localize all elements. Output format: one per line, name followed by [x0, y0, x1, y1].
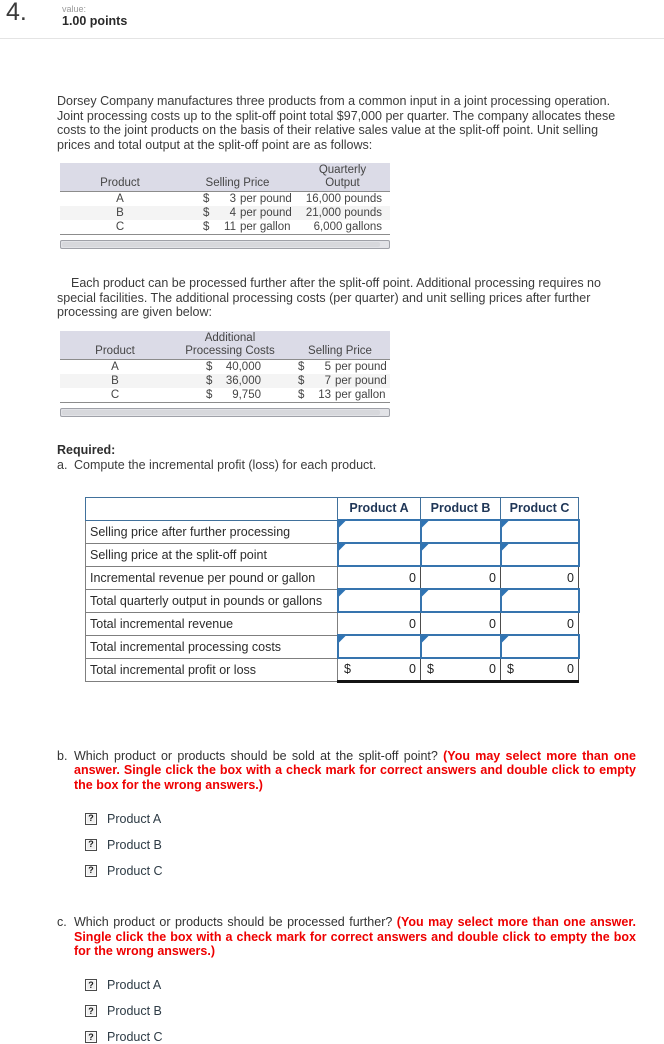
- part-b-letter: b.: [57, 748, 68, 763]
- answer-col-product-c: Product C: [501, 497, 579, 520]
- cell-flag-icon: [502, 544, 509, 551]
- input-cell-selling-after-c[interactable]: [501, 520, 579, 543]
- table-horizontal-scrollbar[interactable]: [60, 240, 390, 249]
- part-c-letter: c.: [57, 915, 67, 929]
- table-row: Total quarterly output in pounds or gallons: [86, 589, 579, 612]
- option-row-product-b: [85, 838, 664, 851]
- split-off-col-selling-price: Selling Price: [180, 163, 295, 192]
- input-cell-selling-after-b[interactable]: [421, 520, 501, 543]
- input-cell-selling-splitoff-a[interactable]: [338, 543, 421, 566]
- total-cell-a: $ 0: [338, 658, 421, 681]
- question-number: 4.: [6, 0, 27, 26]
- input-cell-output-a[interactable]: [338, 589, 421, 612]
- option-row-product-a: [85, 812, 664, 825]
- requirement-a-text: Compute the incremental profit (loss) for each product.: [74, 457, 377, 472]
- cell-flag-icon: [339, 590, 346, 597]
- table-horizontal-scrollbar[interactable]: [60, 408, 390, 417]
- cell-flag-icon: [502, 636, 509, 643]
- option-label: Product C: [107, 863, 163, 878]
- unknown-checkbox-icon[interactable]: ?: [85, 865, 97, 877]
- table-row: B $ 36,000 $ 7 per pound: [60, 374, 390, 388]
- table-row: B $ 4 per pound 21,000 pounds: [60, 206, 390, 220]
- cell-flag-icon: [422, 544, 429, 551]
- answer-table-corner: [86, 497, 338, 520]
- middle-paragraph: Each product can be processed further after the split-off point. Additional processing requires no special facilities. The additional processing costs (per quarter) and unit selling prices after further processing are given below:: [57, 276, 601, 319]
- scrollbar-thumb[interactable]: [62, 410, 380, 415]
- split-off-table: [60, 163, 390, 235]
- table-row: Selling price at the split-off point: [86, 543, 579, 566]
- requirement-a-letter: a.: [57, 457, 68, 472]
- intro-paragraph: Dorsey Company manufactures three products from a common input in a joint processing operation. Joint processing costs up to the split-off point total $97,000 per quarter. The company allocates these costs to the joint products on the basis of their relative sales value at the split-off point. Unit selling prices and total output at the split-off point are as follows:: [57, 94, 616, 152]
- computed-cell: 0: [421, 612, 501, 635]
- table-row: A $ 40,000 $ 5 per pound: [111, 360, 387, 373]
- split-off-col-product: Product: [60, 163, 180, 192]
- incremental-profit-answer-table: [85, 497, 580, 683]
- scrollbar-thumb[interactable]: [62, 242, 380, 247]
- further-col-processing-costs: Additional Processing Costs: [170, 331, 290, 360]
- unknown-checkbox-icon[interactable]: ?: [85, 839, 97, 851]
- input-cell-processing-costs-b[interactable]: [421, 635, 501, 658]
- requirement-a: [57, 458, 664, 472]
- option-label: Product B: [107, 1004, 162, 1018]
- required-title: Required:: [57, 442, 116, 457]
- input-cell-selling-splitoff-c[interactable]: [501, 543, 579, 566]
- computed-cell: 0: [501, 612, 579, 635]
- cell-flag-icon: [422, 521, 429, 528]
- input-cell-processing-costs-a[interactable]: [338, 635, 421, 658]
- table-row: C $ 11 per gallon 6,000 gallons: [60, 220, 390, 235]
- table-row: C $ 9,750 $ 13 per gallon: [60, 388, 390, 403]
- unknown-checkbox-icon[interactable]: ?: [85, 979, 97, 991]
- total-cell-c: $ 0: [501, 658, 579, 681]
- option-row-product-c: [85, 864, 664, 877]
- cell-flag-icon: [422, 590, 429, 597]
- computed-cell: 0: [338, 612, 421, 635]
- input-cell-output-b[interactable]: [421, 589, 501, 612]
- answer-col-product-b: Product B: [421, 497, 501, 520]
- option-label: Product A: [107, 811, 162, 826]
- option-label: Product C: [107, 1030, 163, 1044]
- total-cell-b: $ 0: [421, 658, 501, 681]
- points-value: 1.00 points: [62, 14, 128, 28]
- part-c-question: [57, 915, 636, 959]
- input-cell-output-c[interactable]: [501, 589, 579, 612]
- further-col-selling-price: Selling Price: [290, 331, 390, 360]
- part-b-question: [57, 749, 636, 793]
- further-col-product: Product: [60, 331, 170, 360]
- computed-cell: 0: [338, 566, 421, 589]
- option-row-product-b: [85, 1005, 664, 1018]
- part-c-text: Which product or products should be processed further?: [74, 915, 397, 929]
- cell-flag-icon: [502, 590, 509, 597]
- option-label: Product B: [107, 837, 162, 852]
- option-label: Product A: [107, 978, 162, 992]
- cell-flag-icon: [502, 521, 509, 528]
- input-cell-processing-costs-c[interactable]: [501, 635, 579, 658]
- table-row: Total incremental processing costs: [86, 635, 579, 658]
- answer-col-product-a: Product A: [338, 497, 421, 520]
- computed-cell: 0: [501, 566, 579, 589]
- part-b-instruction: (You may select more than one answer. Single click the box with a check mark for correct answers and double click to empty the box for the wrong answers.): [74, 748, 636, 792]
- unknown-checkbox-icon[interactable]: ?: [85, 813, 97, 825]
- split-off-col-quarterly-output: Quarterly Output: [295, 163, 390, 192]
- part-b-options: [85, 812, 664, 877]
- unknown-checkbox-icon[interactable]: ?: [85, 1031, 97, 1043]
- table-row: Incremental revenue per pound or gallon 0 0 0: [86, 566, 579, 589]
- table-row: A $ 3 per pound 16,000 pounds: [116, 193, 382, 205]
- cell-flag-icon: [339, 521, 346, 528]
- value-label: value:: [62, 4, 87, 14]
- option-row-product-a: [85, 979, 664, 992]
- input-cell-selling-after-a[interactable]: [338, 520, 421, 543]
- table-row: Selling price after further processing: [86, 520, 579, 543]
- question-header: [0, 0, 664, 39]
- option-row-product-c: [85, 1031, 664, 1044]
- cell-flag-icon: [422, 636, 429, 643]
- table-row: Total incremental revenue 0 0 0: [86, 612, 579, 635]
- part-b-text: Which product or products should be sold at the split-off point?: [74, 748, 444, 763]
- input-cell-selling-splitoff-b[interactable]: [421, 543, 501, 566]
- part-c-instruction: (You may select more than one answer. Single click the box with a check mark for correct answers and double click to empty the box for the wrong answers.): [74, 915, 636, 958]
- further-processing-table: [60, 331, 390, 403]
- table-row: Total incremental profit or loss $ 0 $ 0 $ 0: [86, 658, 579, 681]
- computed-cell: 0: [421, 566, 501, 589]
- cell-flag-icon: [339, 544, 346, 551]
- cell-flag-icon: [339, 636, 346, 643]
- unknown-checkbox-icon[interactable]: ?: [85, 1005, 97, 1017]
- part-c-options: [85, 979, 664, 1044]
